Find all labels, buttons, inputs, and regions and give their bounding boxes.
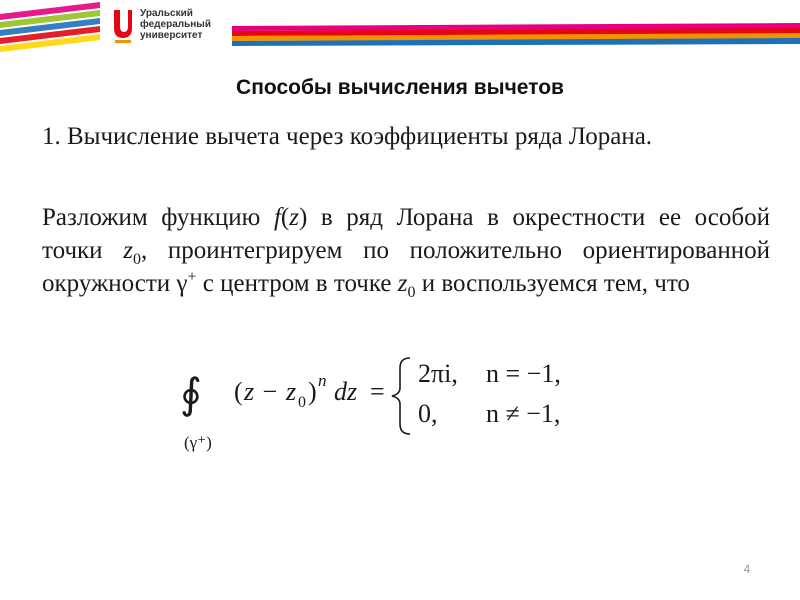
- z0-symbol-2: z: [397, 270, 408, 297]
- case-2-condition: n ≠ −1,: [486, 399, 561, 428]
- case-1-value: 2πi,: [418, 359, 458, 388]
- gamma-symbol: γ: [176, 270, 188, 297]
- function-paren-open: (: [280, 204, 290, 231]
- case-1-condition: n = −1,: [486, 359, 561, 388]
- p2-part3: , проинтегрируем по положительно ориентированной окружности: [42, 237, 771, 297]
- z0-subscript: 0: [132, 251, 141, 268]
- z0-symbol: z: [123, 237, 133, 264]
- page-number: 4: [743, 562, 751, 576]
- logo-line-1: Уральский: [140, 8, 193, 19]
- right-stripes-group: [232, 23, 800, 46]
- p2-part1: Разложим функцию: [42, 204, 274, 231]
- university-logo-icon: [112, 8, 134, 44]
- equals-sign: =: [370, 377, 385, 406]
- gamma-superscript: +: [187, 268, 197, 286]
- cases-brace: [392, 358, 410, 434]
- logo-line-2: федеральный: [140, 19, 211, 30]
- residue-formula: [178, 350, 598, 460]
- logo-line-3: университет: [140, 30, 203, 41]
- case-2-value: 0,: [418, 399, 438, 428]
- paragraph-2: [42, 201, 770, 300]
- logo-text: [140, 8, 211, 41]
- paragraph-1-text: 1. Вычисление вычета через коэффициенты ряда Лорана.: [42, 123, 653, 150]
- slide-title: Способы вычисления вычетов: [236, 76, 564, 99]
- function-paren-close: ): [298, 204, 308, 231]
- integrand-z0: z: [286, 377, 297, 406]
- slide-header: [0, 0, 800, 60]
- integrand-power-n: n: [318, 371, 327, 390]
- z0-subscript-2: 0: [407, 284, 416, 301]
- p2-part5: и воспользуемся тем, что: [415, 270, 690, 297]
- integrand-dz: dz: [334, 377, 358, 406]
- integrand-z: z: [244, 377, 255, 406]
- paragraph-1: [42, 120, 770, 153]
- integral-contour-label: (γ⁺): [184, 433, 212, 452]
- contour-integral-sign: ∮: [180, 372, 202, 418]
- integrand-paren-close: ): [308, 377, 317, 406]
- university-logo: [112, 8, 211, 44]
- function-f: f: [273, 204, 281, 231]
- integrand-paren-open: (: [234, 377, 243, 406]
- p2-part2: в ряд Лорана в окрестности ее особой точки: [42, 204, 770, 264]
- integrand-minus: −: [256, 377, 284, 406]
- p2-part4: с центром в точке: [196, 270, 398, 297]
- integrand-z0-subscript: 0: [298, 394, 306, 411]
- left-stripes-group: [0, 2, 100, 52]
- function-arg-z: z: [289, 204, 299, 231]
